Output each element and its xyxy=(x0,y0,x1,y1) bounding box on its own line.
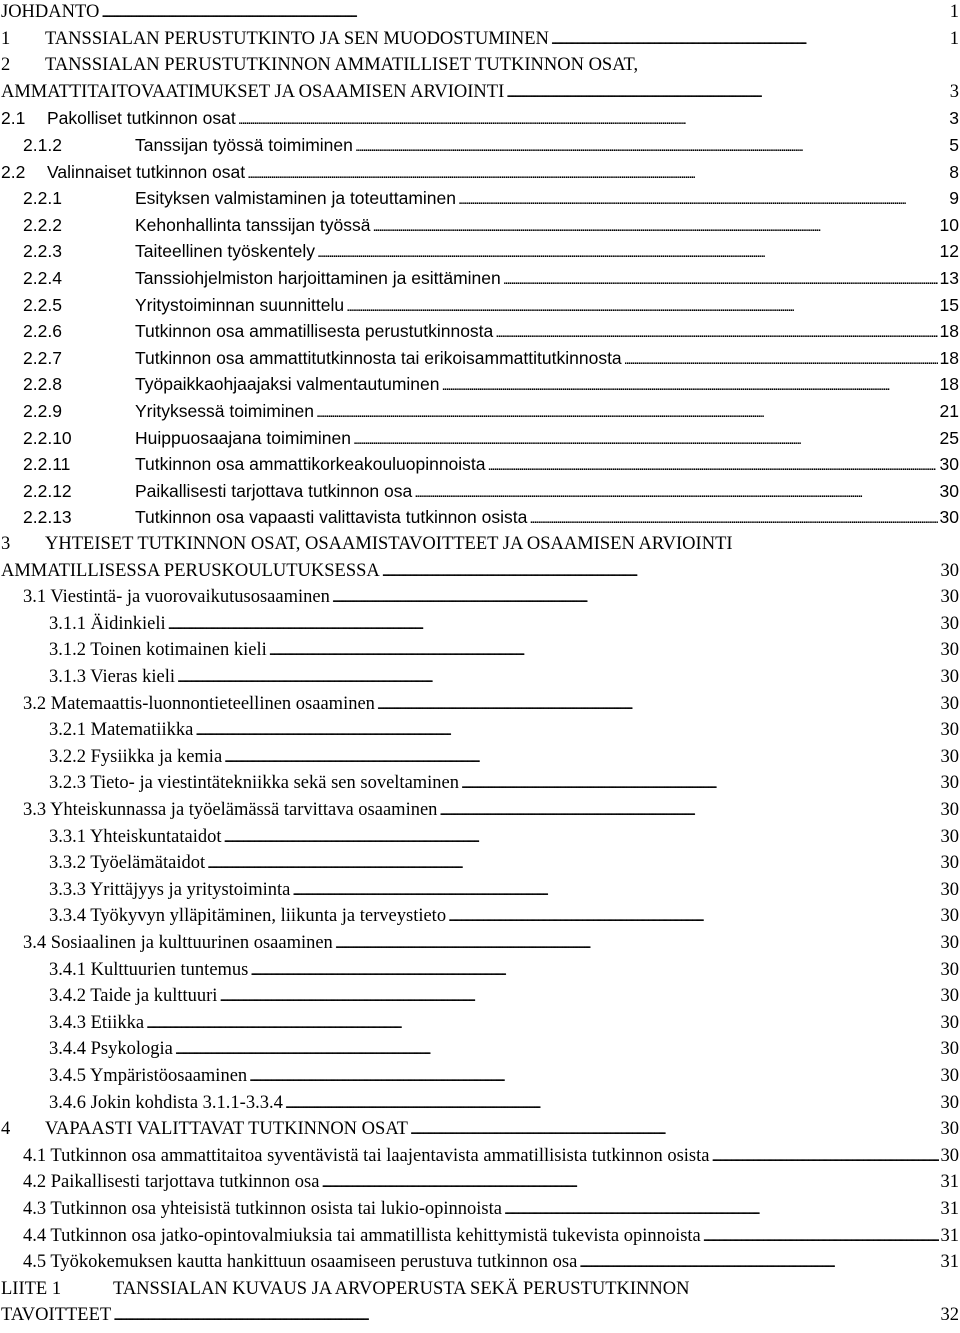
toc-entry[interactable] xyxy=(0,52,960,79)
toc-entry-title: JOHDANTO xyxy=(1,2,100,22)
dot-leader xyxy=(504,1196,939,1224)
dot-leader xyxy=(175,1036,939,1064)
toc-entry-number: 3 xyxy=(1,534,11,554)
toc-entry-number: 2.2.7 xyxy=(23,347,62,368)
toc-entry-page-number: 30 xyxy=(940,986,959,1007)
toc-entry[interactable] xyxy=(0,1063,960,1090)
toc-entry-number: 2.2.2 xyxy=(23,214,62,235)
toc-entry-page-number: 30 xyxy=(940,959,959,980)
toc-entry[interactable] xyxy=(0,0,960,26)
toc-entry-title: 4.5 Työkokemuksen kautta hankittuun osaamiseen perustuva tutkinnon osa xyxy=(23,1252,578,1273)
toc-entry[interactable] xyxy=(0,132,960,159)
toc-entry-page-number: 3 xyxy=(949,81,959,102)
toc-entry-title: 4.2 Paikallisesti tarjottava tutkinnon osa xyxy=(23,1172,320,1193)
toc-entry-number: 2.2.10 xyxy=(23,427,72,448)
toc-entry-title: 3.1 Viestintä- ja vuorovaikutusosaaminen xyxy=(23,587,330,608)
dot-leader xyxy=(195,717,938,745)
toc-entry-title: Taiteellinen työskentely xyxy=(135,241,315,262)
toc-entry[interactable] xyxy=(0,1116,960,1143)
toc-entry-page-number: 18 xyxy=(939,347,959,368)
toc-entry-title: Tanssijan työssä toimiminen xyxy=(135,135,353,155)
toc-entry-title: Työpaikkaohjaajaksi valmentautuminen xyxy=(135,374,440,395)
toc-entry-title: TANSSIALAN KUVAUS JA ARVOPERUSTA SEKÄ PERUSTUTKINNON xyxy=(113,1278,690,1299)
toc-entry[interactable] xyxy=(0,79,960,106)
toc-entry-title: Tutkinnon osa ammattikorkeakouluopinnoista xyxy=(135,454,486,475)
toc-entry-page-number: 3 xyxy=(949,108,959,129)
toc-entry[interactable] xyxy=(0,425,960,452)
toc-entry-number: 2.2.4 xyxy=(23,268,62,288)
toc-entry-title: 3.3.1 Yhteiskuntataidot xyxy=(49,826,222,847)
toc-entry[interactable] xyxy=(0,159,960,186)
toc-entry[interactable] xyxy=(0,105,960,132)
toc-entry-page-number: 30 xyxy=(940,906,959,927)
toc-entry-title: Tutkinnon osa ammattitutkinnosta tai erikoisammattitutkinnosta xyxy=(135,347,622,368)
dot-leader xyxy=(503,265,938,294)
toc-entry-number: 2.2.12 xyxy=(23,480,72,501)
toc-entry-title: 3.4.5 Ympäristöosaaminen xyxy=(49,1066,248,1086)
toc-entry[interactable] xyxy=(0,691,960,718)
toc-entry-title: Tutkinnon osa vapaasti valittavista tutkinnon osista xyxy=(135,507,528,528)
toc-entry[interactable] xyxy=(0,930,960,957)
toc-entry-title: 3.4 Sosiaalinen ja kulttuurinen osaaminen xyxy=(23,933,333,953)
dot-leader xyxy=(551,26,948,54)
toc-entry[interactable] xyxy=(0,212,960,239)
dot-leader xyxy=(439,797,938,825)
toc-entry-page-number: 32 xyxy=(940,1305,959,1326)
toc-entry-page-number: 31 xyxy=(940,1252,959,1273)
toc-entry[interactable] xyxy=(0,637,960,664)
toc-entry-title: TANSSIALAN PERUSTUTKINTO JA SEN MUODOSTUMINEN xyxy=(45,28,549,49)
toc-entry-page-number: 30 xyxy=(940,746,959,767)
toc-entry[interactable] xyxy=(0,903,960,930)
dot-leader xyxy=(353,425,938,454)
toc-entry-title: YHTEISET TUTKINNON OSAT, OSAAMISTAVOITTEET JA OSAAMISEN ARVIOINTI xyxy=(45,534,733,554)
toc-entry[interactable] xyxy=(0,584,960,611)
toc-entry-title: Pakolliset tutkinnon osat xyxy=(47,108,236,129)
toc-entry[interactable] xyxy=(0,318,960,345)
dot-leader xyxy=(249,1063,938,1091)
toc-entry-number: 2.2.11 xyxy=(23,454,71,475)
toc-entry-page-number: 30 xyxy=(940,587,959,608)
toc-entry-title: Valinnaiset tutkinnon osat xyxy=(47,161,246,182)
toc-entry[interactable] xyxy=(0,1036,960,1063)
dot-leader xyxy=(377,691,939,719)
toc-entry-title: 3.1.2 Toinen kotimainen kieli xyxy=(49,640,267,661)
dot-leader xyxy=(146,1010,938,1038)
toc-entry[interactable] xyxy=(0,265,960,292)
toc-entry[interactable] xyxy=(0,531,960,558)
dot-leader xyxy=(292,877,938,905)
toc-entry[interactable] xyxy=(0,664,960,691)
dot-leader xyxy=(458,185,947,214)
toc-entry-page-number: 10 xyxy=(939,214,959,235)
toc-entry[interactable] xyxy=(0,611,960,638)
toc-entry-page-number: 31 xyxy=(940,1225,959,1246)
toc-entry-title: Huippuosaajana toimiminen xyxy=(135,427,351,448)
dot-leader xyxy=(317,238,938,267)
dot-leader xyxy=(168,611,939,639)
toc-entry[interactable] xyxy=(0,957,960,984)
toc-entry-page-number: 30 xyxy=(940,773,959,794)
dot-leader xyxy=(224,744,938,772)
toc-entry[interactable] xyxy=(0,504,960,531)
toc-entry[interactable] xyxy=(0,983,960,1010)
toc-entry-page-number: 30 xyxy=(939,454,959,475)
toc-entry-page-number: 30 xyxy=(940,1119,959,1140)
toc-entry-page-number: 8 xyxy=(949,161,959,182)
toc-entry-page-number: 12 xyxy=(939,241,959,262)
toc-entry-number: 2.1 xyxy=(1,108,26,129)
toc-entry-number: 2.1.2 xyxy=(23,135,62,155)
toc-entry-page-number: 5 xyxy=(949,135,959,155)
toc-entry-page-number: 21 xyxy=(939,401,959,421)
dot-leader xyxy=(113,1302,938,1330)
toc-entry[interactable] xyxy=(0,238,960,265)
toc-entry-title: 3.3.2 Työelämätaidot xyxy=(49,853,206,874)
toc-entry-title: 4.4 Tutkinnon osa jatko-opintovalmiuksia tai ammatillista kehittymistä tukevista opinnoista xyxy=(23,1225,701,1246)
toc-entry-page-number: 30 xyxy=(940,693,959,714)
toc-entry-title: Esityksen valmistaminen ja toteuttaminen xyxy=(135,188,456,209)
toc-entry-title: 3.2 Matemaattis-luonnontieteellinen osaaminen xyxy=(23,693,375,714)
toc-entry-title: 3.1.3 Vieras kieli xyxy=(49,667,175,687)
dot-leader xyxy=(506,79,948,107)
dot-leader xyxy=(223,824,938,852)
toc-entry-title: Tanssiohjelmiston harjoittaminen ja esittäminen xyxy=(135,268,501,288)
toc-entry-page-number: 30 xyxy=(940,1066,959,1086)
dot-leader xyxy=(410,1116,939,1144)
toc-entry[interactable] xyxy=(0,345,960,372)
toc-entry-title: 3.2.2 Fysiikka ja kemia xyxy=(49,746,223,767)
toc-entry[interactable] xyxy=(0,1223,960,1250)
toc-entry-title: 3.4.3 Etiikka xyxy=(49,1012,145,1033)
toc-entry-title: 3.1.1 Äidinkieli xyxy=(49,613,166,634)
toc-entry-number: 1 xyxy=(1,28,11,49)
toc-entry-number: 2.2.5 xyxy=(23,294,62,315)
dot-leader xyxy=(207,850,938,878)
toc-entry-title: TAVOITTEET xyxy=(1,1305,112,1326)
toc-entry-page-number: 18 xyxy=(939,374,959,395)
dot-leader xyxy=(382,558,939,586)
toc-entry-number: LIITE 1 xyxy=(1,1278,62,1299)
toc-entry-page-number: 30 xyxy=(940,613,959,634)
toc-entry-title: 3.2.3 Tieto- ja viestintätekniikka sekä sen soveltaminen xyxy=(49,773,460,794)
dot-leader xyxy=(269,637,939,665)
toc-entry-number: 2.2.9 xyxy=(23,401,62,421)
toc-entry-number: 2.2.1 xyxy=(23,188,62,209)
toc-entry[interactable] xyxy=(0,824,960,851)
toc-entry-title: 3.3 Yhteiskunnassa ja työelämässä tarvittava osaaminen xyxy=(23,800,438,820)
toc-entry-title: Kehonhallinta tanssijan työssä xyxy=(135,214,371,235)
toc-entry[interactable] xyxy=(0,717,960,744)
toc-entry[interactable] xyxy=(0,1249,960,1276)
toc-entry-number: 2.2.13 xyxy=(23,507,72,528)
dot-leader xyxy=(285,1090,939,1118)
toc-entry-title: AMMATTITAITOVAATIMUKSET JA OSAAMISEN ARVIOINTI xyxy=(1,81,505,102)
toc-entry-number: 2.2 xyxy=(1,161,26,182)
toc-entry-title: TANSSIALAN PERUSTUTKINNON AMMATILLISET TUTKINNON OSAT, xyxy=(45,55,639,76)
toc-entry-page-number: 30 xyxy=(940,933,959,953)
dot-leader xyxy=(461,770,938,798)
toc-entry[interactable] xyxy=(0,478,960,505)
toc-entry-page-number: 30 xyxy=(940,640,959,661)
toc-entry-page-number: 9 xyxy=(949,188,959,209)
dot-leader xyxy=(238,105,948,134)
toc-entry-number: 2.2.3 xyxy=(23,241,62,262)
toc-entry-title: Paikallisesti tarjottava tutkinnon osa xyxy=(135,480,413,501)
dot-leader xyxy=(335,930,939,958)
dot-leader xyxy=(177,664,939,692)
toc-entry-number: 2.2.8 xyxy=(23,374,62,395)
toc-entry[interactable] xyxy=(0,398,960,425)
toc-entry-title: 4.3 Tutkinnon osa yhteisistä tutkinnon osista tai lukio-opinnoista xyxy=(23,1199,502,1219)
toc-entry-page-number: 30 xyxy=(940,800,959,820)
toc-entry-page-number: 30 xyxy=(940,826,959,847)
dot-leader xyxy=(414,478,937,507)
toc-entry-page-number: 30 xyxy=(940,1039,959,1060)
toc-entry-page-number: 1 xyxy=(949,2,959,22)
toc-entry-page-number: 30 xyxy=(939,480,959,501)
dot-leader xyxy=(219,983,938,1011)
dot-leader xyxy=(441,371,937,400)
toc-entry-page-number: 30 xyxy=(939,507,959,528)
toc-entry-page-number: 30 xyxy=(940,879,959,900)
toc-entry-page-number: 25 xyxy=(939,427,959,448)
toc-entry-title: Yrityksessä toimiminen xyxy=(135,401,314,421)
toc-entry-page-number: 1 xyxy=(949,28,959,49)
dot-leader xyxy=(448,903,938,931)
toc-entry-title: 3.3.4 Työkyvyn ylläpitäminen, liikunta ja terveystieto xyxy=(49,906,447,927)
dot-leader xyxy=(316,398,938,427)
toc-entry-title: Yritystoiminnan suunnittelu xyxy=(135,294,345,315)
toc-entry[interactable] xyxy=(0,185,960,212)
dot-leader xyxy=(250,957,938,985)
toc-entry-title: AMMATILLISESSA PERUSKOULUTUKSESSA xyxy=(1,560,380,581)
dot-leader xyxy=(579,1249,938,1277)
toc-entry-page-number: 31 xyxy=(940,1172,959,1193)
toc-entry[interactable] xyxy=(0,797,960,824)
toc-entry-page-number: 30 xyxy=(940,1092,959,1113)
toc-entry[interactable] xyxy=(0,292,960,319)
toc-entry-title: 3.4.2 Taide ja kulttuuri xyxy=(49,986,218,1007)
dot-leader xyxy=(495,318,937,347)
dot-leader xyxy=(101,0,947,27)
toc-entry[interactable] xyxy=(0,1010,960,1037)
toc-entry[interactable] xyxy=(0,26,960,53)
dot-leader xyxy=(529,504,937,533)
toc-entry-page-number: 18 xyxy=(939,321,959,342)
dot-leader xyxy=(355,132,947,161)
dot-leader xyxy=(332,584,939,612)
dot-leader xyxy=(372,212,937,241)
toc-entry[interactable] xyxy=(0,770,960,797)
dot-leader xyxy=(703,1223,939,1251)
toc-entry-title: 4.1 Tutkinnon osa ammattitaitoa syventävistä tai laajentavista ammatillisista tutkinnon osista xyxy=(23,1145,710,1166)
toc-entry-page-number: 31 xyxy=(940,1199,959,1219)
toc-entry-title: 3.4.6 Jokin kohdista 3.1.1-3.3.4 xyxy=(49,1092,283,1113)
toc-entry-page-number: 30 xyxy=(940,1145,959,1166)
toc-entry-page-number: 30 xyxy=(940,720,959,741)
toc-entry[interactable] xyxy=(0,1090,960,1117)
toc-entry-number: 2 xyxy=(1,55,11,76)
dot-leader xyxy=(624,345,938,374)
dot-leader xyxy=(346,292,937,321)
toc-entry[interactable] xyxy=(0,1143,960,1170)
toc-entry-title: 3.2.1 Matematiikka xyxy=(49,720,194,741)
toc-entry[interactable] xyxy=(0,877,960,904)
dot-leader xyxy=(321,1169,938,1197)
toc-entry[interactable] xyxy=(0,744,960,771)
toc-entry[interactable] xyxy=(0,1196,960,1223)
toc-entry[interactable] xyxy=(0,1169,960,1196)
toc-entry-title: VAPAASTI VALITTAVAT TUTKINNON OSAT xyxy=(45,1119,408,1140)
toc-entry-title: Tutkinnon osa ammatillisesta perustutkinnosta xyxy=(135,321,494,342)
toc-entry[interactable] xyxy=(0,558,960,585)
toc-entry[interactable] xyxy=(0,451,960,478)
toc-entry-page-number: 30 xyxy=(940,560,959,581)
toc-entry-page-number: 13 xyxy=(939,268,959,288)
toc-entry-number: 4 xyxy=(1,1119,11,1140)
dot-leader xyxy=(711,1143,938,1171)
toc-entry-title: 3.4.1 Kulttuurien tuntemus xyxy=(49,959,249,980)
toc-entry-title: 3.4.4 Psykologia xyxy=(49,1039,173,1060)
toc-entry[interactable] xyxy=(0,1302,960,1329)
toc-entry-number: 2.2.6 xyxy=(23,321,62,342)
toc-entry[interactable] xyxy=(0,371,960,398)
toc-entry-page-number: 30 xyxy=(940,853,959,874)
toc-entry-title: 3.3.3 Yrittäjyys ja yritystoiminta xyxy=(49,879,291,900)
toc-entry[interactable] xyxy=(0,850,960,877)
toc-entry-page-number: 30 xyxy=(940,667,959,687)
dot-leader xyxy=(247,159,947,188)
toc-entry[interactable] xyxy=(0,1276,960,1303)
toc-entry-page-number: 30 xyxy=(940,1012,959,1033)
toc-entry-page-number: 15 xyxy=(939,294,959,315)
dot-leader xyxy=(488,451,938,480)
